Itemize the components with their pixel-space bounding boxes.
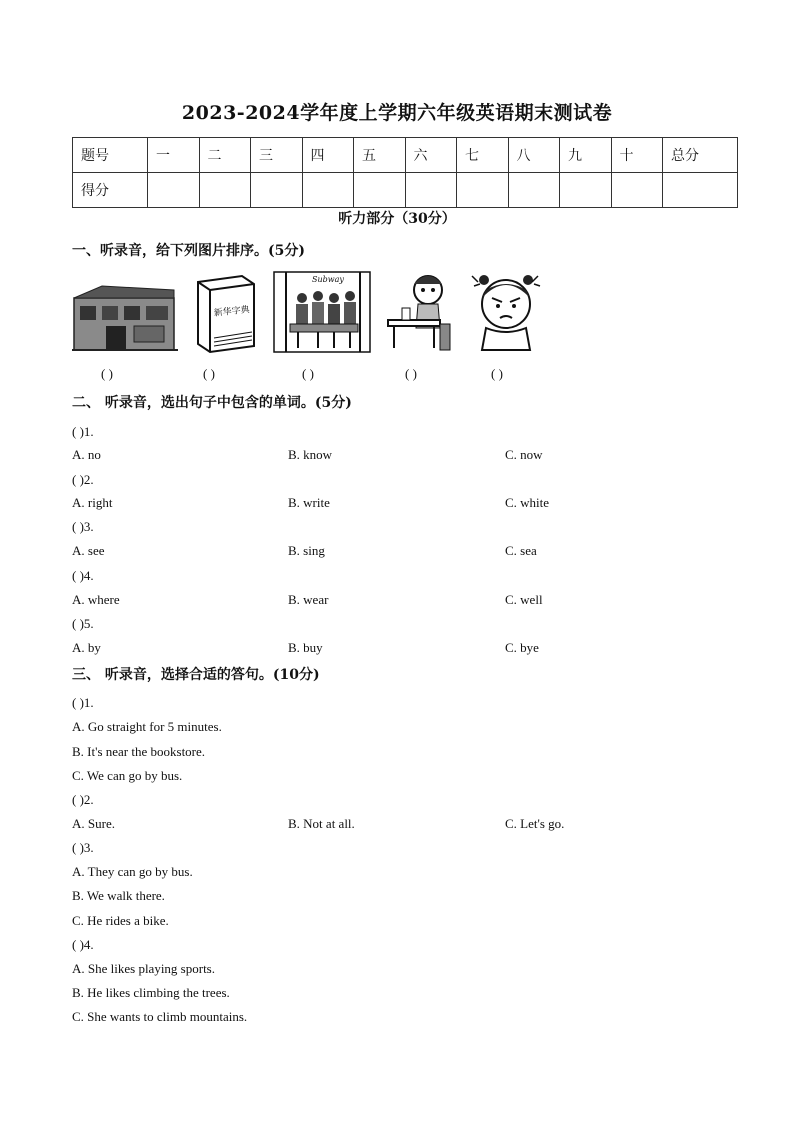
cell-score-10 (611, 173, 663, 208)
cell-header-5: 五 (354, 138, 406, 173)
cell-score-2 (199, 173, 251, 208)
angry-girl-picture (468, 268, 544, 354)
s2-q1-option-a: A. no (72, 447, 101, 462)
score-table-header-row (73, 138, 738, 173)
s2-q5-option-b: B. buy (288, 640, 323, 655)
cell-score-1 (148, 173, 200, 208)
s3-q2-option-b: B. Not at all. (288, 816, 355, 831)
s3-q2-number[interactable]: ( )2. (72, 792, 94, 807)
s3-q3-option-c: C. He rides a bike. (72, 913, 169, 928)
cell-header-10: 十 (611, 138, 663, 173)
s2-q5-number[interactable]: ( )5. (72, 616, 94, 631)
s3-q4-option-c: C. She wants to climb mountains. (72, 1009, 248, 1024)
s2-q3-option-b: B. sing (288, 543, 325, 558)
s2-q3-option-c: C. sea (505, 543, 537, 558)
picture-answer-2[interactable]: ( ) (203, 366, 215, 381)
cell-header-9: 九 (560, 138, 612, 173)
s2-q1-option-b: B. know (288, 447, 333, 462)
cell-score-label: 得分 (73, 173, 148, 208)
s2-q1-option-c: C. now (505, 447, 543, 462)
s2-q4-number[interactable]: ( )4. (72, 568, 94, 583)
cell-score-8 (508, 173, 560, 208)
section1-heading: 一、听录音，给下列图片排序。(5分) (72, 243, 305, 259)
s2-q2-number[interactable]: ( )2. (72, 472, 94, 487)
score-table-score-row (73, 173, 738, 208)
picture-answer-4[interactable]: ( ) (405, 366, 417, 381)
cell-score-3 (251, 173, 303, 208)
s2-q3-number[interactable]: ( )3. (72, 519, 94, 534)
s3-q3-option-a: A. They can go by bus. (72, 864, 193, 879)
s2-q4-option-c: C. well (505, 592, 543, 607)
section2-heading: 二、 听录音，选出句子中包含的单词。(5分) (72, 395, 352, 411)
cell-header-4: 四 (302, 138, 354, 173)
s2-q4-option-a: A. where (72, 592, 120, 607)
subway-sign: Subway (312, 275, 344, 284)
cell-score-5 (354, 173, 406, 208)
s2-q4-option-b: B. wear (288, 592, 329, 607)
s2-q2-option-a: A. right (72, 495, 113, 510)
s2-q5-option-c: C. bye (505, 640, 539, 655)
s2-q2-option-c: C. white (505, 495, 550, 510)
picture-answer-3[interactable]: ( ) (302, 366, 314, 381)
s3-q4-number[interactable]: ( )4. (72, 937, 94, 952)
cell-header-total: 总分 (663, 138, 738, 173)
s3-q4-option-b: B. He likes climbing the trees. (72, 985, 230, 1000)
listening-header: 听力部分（30分） (338, 211, 456, 227)
cell-score-7 (457, 173, 509, 208)
s2-q1-number[interactable]: ( )1. (72, 424, 94, 439)
person-at-table-picture (384, 268, 458, 354)
s2-q3-option-a: A. see (72, 543, 105, 558)
s3-q1-option-b: B. It's near the bookstore. (72, 744, 206, 759)
s3-q1-option-a: A. Go straight for 5 minutes. (72, 719, 222, 734)
cell-header-6: 六 (405, 138, 457, 173)
cell-score-9 (560, 173, 612, 208)
cell-header-8: 八 (508, 138, 560, 173)
cell-header-2: 二 (199, 138, 251, 173)
cell-header-3: 三 (251, 138, 303, 173)
s3-q4-option-a: A. She likes playing sports. (72, 961, 215, 976)
s3-q1-number[interactable]: ( )1. (72, 695, 94, 710)
section3-heading: 三、 听录音，选择合适的答句。(10分) (72, 667, 320, 683)
s3-q3-option-b: B. We walk there. (72, 888, 165, 903)
picture-answer-5[interactable]: ( ) (491, 366, 503, 381)
cell-score-total (663, 173, 738, 208)
picture-answer-1[interactable]: ( ) (101, 366, 113, 381)
building-picture (72, 268, 178, 354)
s2-q2-option-b: B. write (288, 495, 330, 510)
s2-q5-option-a: A. by (72, 640, 101, 655)
s3-q2-option-a: A. Sure. (72, 816, 115, 831)
s3-q1-option-c: C. We can go by bus. (72, 768, 183, 783)
cell-score-6 (405, 173, 457, 208)
cell-header-label: 题号 (73, 138, 148, 173)
s3-q2-option-c: C. Let's go. (505, 816, 565, 831)
subway-picture (272, 268, 372, 354)
cell-header-1: 一 (148, 138, 200, 173)
cell-header-7: 七 (457, 138, 509, 173)
score-table (72, 137, 738, 208)
dictionary-picture (192, 268, 258, 354)
s3-q3-number[interactable]: ( )3. (72, 840, 94, 855)
dictionary-title: 新华字典 (213, 305, 251, 319)
cell-score-4 (302, 173, 354, 208)
exam-title: 2023-2024学年度上学期六年级英语期末测试卷 (181, 102, 613, 124)
